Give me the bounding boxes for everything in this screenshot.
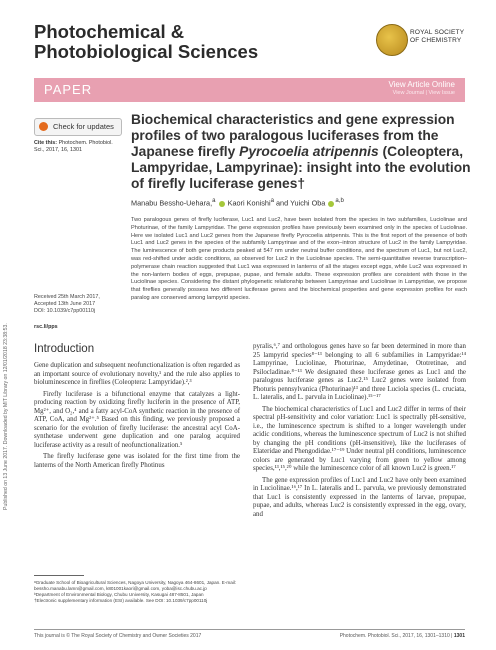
author-2: Kaori Konishi bbox=[227, 198, 271, 208]
paragraph: Firefly luciferase is a bifunctional enzyme that catalyzes a light-producing reaction by oxidizing firefly luciferin in the presence of ATP, Mg²⁺, and O₂,⁴ and a fatty acyl-CoA synthetic reaction in the presence of ATP, CoA, and Mg²⁺.⁵ Based on this finding, we previously proposed a scenario for the evolution of firefly luciferase: the ancestral acyl CoA-synthetase underwent gene duplication and one paralog acquired luciferase activity as a result of neofunctionalization.⁵ bbox=[34, 390, 240, 449]
right-column bbox=[253, 343, 466, 522]
author-2-affil: a bbox=[270, 197, 274, 204]
page-number: 1301 bbox=[453, 633, 465, 639]
logo-line1: ROYAL SOCIETY bbox=[410, 29, 465, 36]
author-3-affil: a,b bbox=[335, 197, 344, 204]
footnote-affiliation-a: ᵃGraduate School of Bioagricultural Sciences, Nagoya University, Nagoya 464-8601, Japan. E-mail: bessho.manabu.lamn@gmail.com, k801001kaori@gmail.com, yoba@isc.chubu.ac.jp bbox=[34, 580, 237, 591]
section-heading-introduction: Introduction bbox=[34, 343, 95, 355]
orcid-icon[interactable] bbox=[328, 201, 334, 207]
paragraph: The gene expression profiles of Luc1 and Luc2 have only been examined in Luciolinae.¹⁶,¹⁷ In L. lateralis and L. parvula, we previously demonstrated that Luc1 is consistently expressed in the lanterns of larvae, prepupae, pupae, and adults, whereas Luc2 is consistently expressed in the egg, ovary, and bbox=[253, 476, 466, 518]
footnotes bbox=[34, 575, 240, 604]
article-type-banner bbox=[34, 78, 465, 102]
paragraph: Gene duplication and subsequent neofunctionalization is often regarded as an important source of evolutionary novelty,¹ and the rule also applies to bioluminescence in fireflies (Coleoptera: Lampyridae).²,³ bbox=[34, 362, 240, 386]
logo-line2: OF CHEMISTRY bbox=[410, 36, 462, 44]
received-date: Received 25th March 2017, bbox=[34, 294, 100, 300]
article-dates bbox=[34, 294, 129, 316]
cite-label: Cite this: bbox=[34, 140, 58, 146]
view-article-online-label[interactable]: View Article Online bbox=[388, 80, 455, 89]
title-part2: (Coleoptera, Lampyridae, Lampyrinae): insight into the evolution of firefly luciferase genes† bbox=[131, 144, 471, 191]
paragraph: pyralis,⁶,⁷ and orthologous genes have so far been determined in more than 25 lampyrid species⁸⁻¹³ belonging to all 6 subfamilies in Lampyridae:¹⁴ Lampyrinae, Luciolinae, Photurinae, Amydetinae, Ototretinae, and Psilocladinae.⁸⁻¹³ We designated these luciferase genes as Luc1 and the paralogous luciferase genes as Luc2.¹⁵ Luc2 genes were isolated from Photuris pennsylvanica (Photurinae)¹³ and three Luciola species (L. cruciata, L. lateralis, and L. parvula in Luciolinae).¹⁵⁻¹⁷ bbox=[253, 343, 466, 401]
footnote-affiliation-b: ᵇDepartment of Environmental Biology, Chubu University, Kasugai 487-8501, Japan bbox=[34, 592, 204, 597]
title-part1: Biochemical characteristics and gene expression profiles of two paralogous luciferases from the Japanese firefly bbox=[131, 112, 455, 159]
title-species: Pyrocoelia atripennis bbox=[239, 144, 379, 159]
article-type: PAPER bbox=[44, 82, 93, 97]
left-column bbox=[34, 362, 240, 473]
paragraph: The biochemical characteristics of Luc1 and Luc2 differ in terms of their spectral pH-sensitivity and color variation: Luc1 is spectrally pH-sensitive, i.e., the luminescence spectrum is shifted to a longer wavelength under acidic conditions, whereas the luminescence spectrum of Luc2 is not shifted by changing the pH conditions (pH-insensitive), like the luciferases of Elateridae and Phengodidae.¹⁷⁻¹⁹ Under neutral pH conditions, luminescence colors are generated by Luc1 varying from green to yellow among species,¹³,¹⁵,²⁰ while the luminescence color of all known Luc2 is green.¹⁷ bbox=[253, 405, 466, 472]
check-for-updates-label[interactable]: Check for updates bbox=[53, 122, 114, 131]
update-check-icon bbox=[39, 122, 48, 131]
accepted-date: Accepted 13th June 2017 bbox=[34, 301, 96, 308]
footer-cite-text: Photochem. Photobiol. Sci., 2017, 16, 1301–1310 bbox=[339, 633, 450, 639]
cite-text: Photochem. Photobiol. Sci., 2017, 16, 1301 bbox=[34, 140, 113, 153]
citation-block bbox=[34, 140, 124, 154]
doi[interactable]: DOI: 10.1039/c7pp00110j bbox=[34, 308, 96, 315]
rsc-seal-icon bbox=[376, 24, 408, 56]
journal-title-line2: Photobiological Sciences bbox=[34, 41, 259, 62]
check-for-updates-button[interactable] bbox=[34, 118, 122, 136]
journal-title bbox=[34, 22, 294, 62]
article-title bbox=[131, 112, 471, 192]
view-journal-issue-links[interactable]: View Journal | View Issue bbox=[392, 90, 455, 96]
footer-copyright: This journal is © The Royal Society of Chemistry and Owner Societies 2017 bbox=[34, 633, 202, 639]
rsc-logo bbox=[376, 24, 471, 60]
author-3: and Yuichi Oba bbox=[276, 198, 326, 208]
author-1-affil: a bbox=[212, 197, 216, 204]
footnote-esi: †Electronic supplementary information (ESI) available. See DOI: 10.1039/c7pp00110j bbox=[34, 598, 208, 603]
footer-citation: Photochem. Photobiol. Sci., 2017, 16, 1301–1310 | 1301 bbox=[339, 633, 465, 639]
author-list bbox=[131, 197, 344, 207]
abstract: Two paralogous genes of firefly luciferase, Luc1 and Luc2, have been isolated from the species in two subfamilies, Luciolinae and Photurinae, of the family Lampyridae. The gene expression profiles have previously been examined only in the species of Luciolinae. Here we isolated Luc1 and Luc2 genes from the Japanese firefly Pyrocoelia atripennis. This is the first report of the presence of both Luc1 and Luc2 genes in the species of the subfamily Lampyrinae and of the exon–intron structure of Luc2 in the family Lampyridae. The luminescence of both gene products peaked at 547 nm under neutral buffer conditions, and the spectrum of Luc1, but not Luc2, was red-shifted under acidic conditions, as observed for Luc2 in the Luciolinae species. The semi-quantitative reverse transcription–polymerase chain reaction suggested that Luc1 was expressed in lanterns of all the stages except eggs, while Luc2 was expressed in the non-lantern bodies of eggs, prepupae, pupae, and female adults. These expression profiles are consistent with those in the Luciolinae species. Considering the distant phylogenetic relationship between Lampyrinae and Luciolinae in Lampyridae, we propose that fireflies generally possess two different luciferase genes and the biochemical properties and gene expression profiles for each paralog are conserved among lampyrid species. bbox=[131, 217, 467, 301]
view-article-online-link[interactable] bbox=[388, 80, 455, 96]
rsc-short-link[interactable]: rsc.li/pps bbox=[34, 324, 58, 330]
orcid-icon[interactable] bbox=[219, 201, 225, 207]
download-note-text: Published on 13 June 2017. Downloaded by MIT Library on 12/01/2018 23:38:53. bbox=[3, 323, 9, 510]
author-1: Manabu Bessho-Uehara, bbox=[131, 198, 213, 208]
download-note bbox=[3, 150, 11, 510]
paragraph: The firefly luciferase gene was isolated for the first time from the lanterns of the North American firefly Photinus bbox=[34, 453, 240, 469]
journal-title-line1: Photochemical & bbox=[34, 21, 185, 42]
footnote-divider bbox=[34, 575, 84, 576]
footer-divider bbox=[34, 629, 465, 630]
